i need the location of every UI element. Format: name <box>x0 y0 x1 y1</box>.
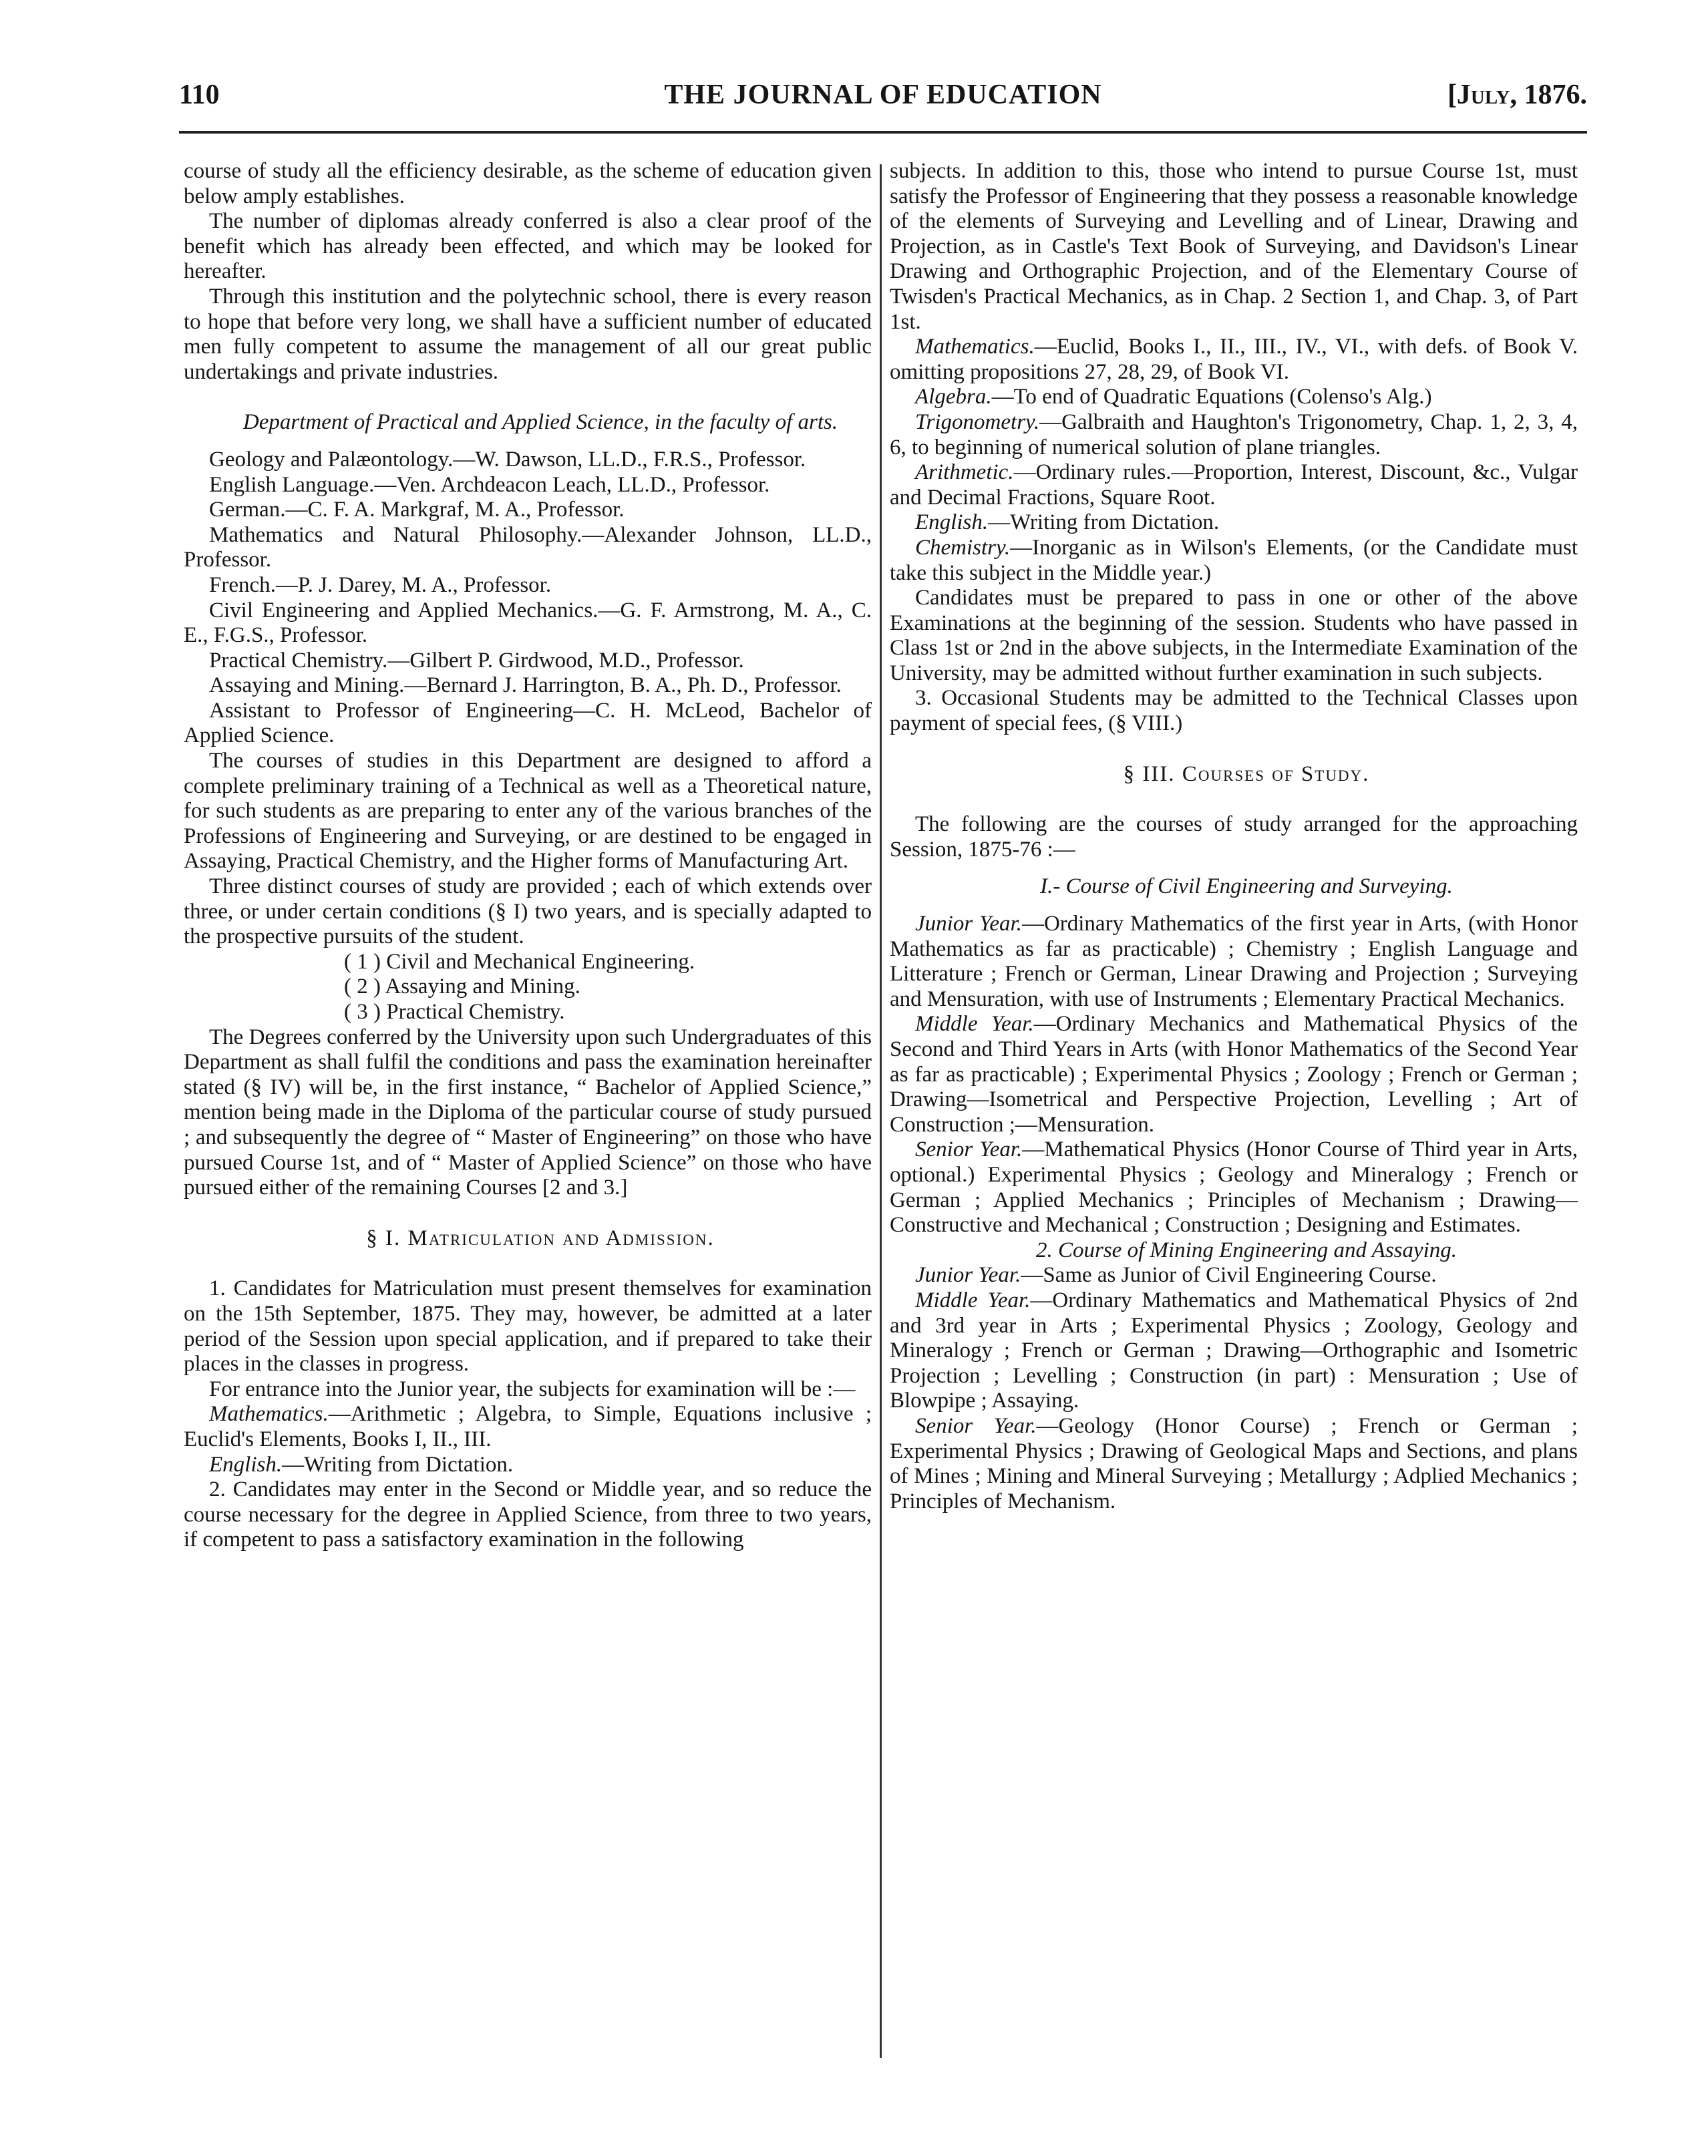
year-entry <box>890 912 1578 1012</box>
subject-label: Chemistry. <box>915 535 1011 560</box>
paragraph: The following are the courses of study arranged for the approaching Session, 1875-76 :— <box>890 812 1578 862</box>
paragraph: 1. Candidates for Matriculation must present themselves for examination on the 15th September, 1875. They may, however, be admitted at a later period of the Session upon special application, and if prepared to take their places in the classes in progress. <box>184 1276 872 1377</box>
page-number: 110 <box>179 79 220 110</box>
staff-entry: Mathematics and Natural Philosophy.—Alexander Johnson, LL.D., Professor. <box>184 522 872 572</box>
course-heading: 2. Course of Mining Engineering and Assaying. <box>1035 1238 1458 1262</box>
subject-text: —Ordinary rules.—Proportion, Interest, Discount, &c., Vulgar and Decimal Fractions, Square Root. <box>890 460 1578 510</box>
paragraph: The courses of studies in this Department are designed to afford a complete preliminary training of a Technical as well as a Theoretical nature, for such students as are preparing to enter any of the various branches of the Professions of Engineering and Surveying, or are destined to be engaged in Assaying, Practical Chemistry, and the Higher forms of Manufacturing Art. <box>184 749 872 874</box>
department-heading: Department of Practical and Applied Science, in the faculty of arts. <box>242 410 838 435</box>
year-label: Middle Year. <box>915 1288 1031 1312</box>
subject-entry <box>890 385 1578 410</box>
staff-entry: Assistant to Professor of Engineering—C. H. McLeod, Bachelor of Applied Science. <box>184 698 872 748</box>
subject-label: Mathematics. <box>915 335 1035 359</box>
subject-entry <box>184 1453 872 1478</box>
paragraph: The number of diplomas already conferred is also a clear proof of the benefit which has already been effected, and which may be looked for hereafter. <box>184 209 872 284</box>
subject-text: —Writing from Dictation. <box>282 1452 514 1477</box>
paragraph: subjects. In addition to this, those who intend to pursue Course 1st, must satisfy the Professor of Engineering that they possess a reasonable knowledge of the elements of Surveying and Levelling and of Linear, Drawing and Projection, as in Castle's Text Book of Surveying, and Davidson's Linear Drawing and Orthographic Projection, and of the Elementary Course of Twisden's Practical Mechanics, as in Chap. 2 Section 1, and Chap. 3, of Part 1st. <box>890 159 1578 334</box>
issue-date: [July, 1876. <box>1447 79 1587 110</box>
year-label: Middle Year. <box>915 1012 1034 1037</box>
subject-entry <box>890 410 1578 460</box>
year-entry <box>890 1288 1578 1414</box>
year-text: —Mathematical Physics (Honor Course of Third year in Arts, optional.) Experimental Physics ; Geology and Mineralogy ; French or German ; Applied Mechanics ; Principles of Mechanism ; Drawing—Constructive and Mechanical ; Construction ; Designing and Estimates. <box>890 1137 1578 1238</box>
paragraph: For entrance into the Junior year, the subjects for examination will be :— <box>209 1377 856 1401</box>
course-list-item: ( 2 ) Assaying and Mining. <box>344 974 580 999</box>
paragraph: Three distinct courses of study are provided ; each of which extends over three, or under certain conditions (§ I) two years, and is specially adapted to the prospective pursuits of the student. <box>184 874 872 949</box>
year-entry <box>890 1137 1578 1238</box>
left-column <box>184 159 872 1553</box>
section-heading: § III. Courses of Study. <box>1123 761 1370 786</box>
subject-label: English. <box>915 510 989 535</box>
subject-entry <box>890 510 1578 536</box>
subject-text: —Galbraith and Haughton's Trigonometry, Chap. 1, 2, 3, 4, 6, to beginning of numerical solution of plane triangles. <box>890 409 1578 460</box>
staff-entry: Assaying and Mining.—Bernard J. Harrington, B. A., Ph. D., Professor. <box>209 673 842 698</box>
subject-text: —Euclid, Books I., II., III., IV., VI., with defs. of Book V. omitting propositions 27, 28, 29, of Book VI. <box>890 335 1578 384</box>
year-text: —Ordinary Mechanics and Mathematical Physics of the Second and Third Years in Arts (with Honor Mathematics of the Second Year as far as practicable) ; Experimental Physics ; Zoology ; French or German ; Drawing—Isometrical and Perspective Projection, Levelling ; Art of Construction ;—Mensuration. <box>890 1012 1578 1137</box>
year-label: Junior Year. <box>915 1263 1021 1288</box>
column-divider <box>880 164 882 2058</box>
year-text: —Same as Junior of Civil Engineering Course. <box>1021 1263 1437 1288</box>
paragraph: 3. Occasional Students may be admitted to the Technical Classes upon payment of special fees, (§ VIII.) <box>890 686 1578 736</box>
year-text: —Geology (Honor Course) ; French or German ; Experimental Physics ; Drawing of Geological Maps and Sections, and plans of Mines ; Mining and Mineral Surveying ; Metallurgy ; Adplied Mechanics ; Principles of Mechanism. <box>890 1413 1578 1513</box>
year-entry <box>890 1414 1578 1514</box>
subject-text: —Arithmetic ; Algebra, to Simple, Equations inclusive ; Euclid's Elements, Books I, II., III. <box>184 1402 872 1451</box>
year-text: —Ordinary Mathematics of the first year in Arts, (with Honor Mathematics as far as practicable) ; Chemistry ; English Language and Litterature ; French or German, Linear Drawing and Projection ; Surveying and Mensuration, with use of Instruments ; Elementary Practical Mechanics. <box>890 912 1578 1011</box>
year-text: —Ordinary Mathematics and Mathematical Physics of 2nd and 3rd year in Arts ; Experimental Physics ; Zoology, Geology and Mineralogy ; French or German ; Drawing—Orthographic and Isometric Projection ; Levelling ; Construction (in part) : Mensuration ; Use of Blowpipe ; Assaying. <box>890 1288 1578 1413</box>
subject-entry <box>184 1402 872 1452</box>
staff-entry: Practical Chemistry.—Gilbert P. Girdwood, M.D., Professor. <box>209 648 744 673</box>
subject-label: Trigonometry. <box>915 409 1040 434</box>
journal-title: THE JOURNAL OF EDUCATION <box>664 79 1102 110</box>
staff-entry: Geology and Palæontology.—W. Dawson, LL.D., F.R.S., Professor. <box>209 447 806 472</box>
subject-label: Arithmetic. <box>915 460 1014 485</box>
right-column <box>890 159 1578 1514</box>
paragraph: Candidates must be prepared to pass in one or other of the above Examinations at the beginning of the session. Students who have passed in Class 1st or 2nd in the above subjects, in the Intermediate Examination of the University, may be admitted without further examination in such subjects. <box>890 586 1578 685</box>
year-label: Senior Year. <box>915 1413 1037 1438</box>
paragraph: The Degrees conferred by the University upon such Undergraduates of this Department as shall fulfil the conditions and pass the examination hereinafter stated (§ IV) will be, in the first instance, “ Bachelor of Applied Science,” mention being made in the Diploma of the particular course of study pursued ; and subsequently the degree of “ Master of Engineering” on those who have pursued Course 1st, and of “ Master of Applied Science” on those who have pursued either of the remaining Courses [2 and 3.] <box>184 1025 872 1200</box>
staff-entry: German.—C. F. A. Markgraf, M. A., Professor. <box>209 498 625 522</box>
course-list-item: ( 1 ) Civil and Mechanical Engineering. <box>344 949 695 974</box>
subject-label: Mathematics. <box>209 1402 329 1427</box>
subject-text: —Inorganic as in Wilson's Elements, (or the Candidate must take this subject in the Middle year.) <box>890 535 1578 585</box>
year-entry <box>890 1012 1578 1137</box>
year-label: Junior Year. <box>915 912 1022 936</box>
course-heading: I.- Course of Civil Engineering and Surveying. <box>1040 874 1453 899</box>
year-entry <box>890 1263 1578 1288</box>
subject-text: —To end of Quadratic Equations (Colenso's Alg.) <box>991 385 1432 409</box>
paragraph: 2. Candidates may enter in the Second or Middle year, and so reduce the course necessary for the degree in Applied Science, from three to two years, if competent to pass a satisfactory examination in the following <box>184 1477 872 1552</box>
subject-label: English. <box>209 1452 283 1477</box>
running-head <box>179 79 1587 119</box>
paragraph: course of study all the efficiency desirable, as the scheme of education given below amply establishes. <box>184 159 872 208</box>
section-heading: § I. Matriculation and Admission. <box>366 1226 715 1250</box>
course-list-item: ( 3 ) Practical Chemistry. <box>344 1000 565 1024</box>
header-rule <box>179 131 1587 134</box>
year-label: Senior Year. <box>915 1137 1023 1162</box>
subject-entry <box>890 335 1578 385</box>
paragraph: Through this institution and the polytechnic school, there is every reason to hope that before very long, we shall have a sufficient number of educated men fully competent to assume the management of all our great public undertakings and private industries. <box>184 284 872 384</box>
staff-entry: English Language.—Ven. Archdeacon Leach, LL.D., Professor. <box>209 472 770 497</box>
staff-entry: French.—P. J. Darey, M. A., Professor. <box>209 572 552 597</box>
subject-entry <box>890 460 1578 510</box>
subject-text: —Writing from Dictation. <box>988 510 1220 535</box>
staff-entry: Civil Engineering and Applied Mechanics.—G. F. Armstrong, M. A., C. E., F.G.S., Professor. <box>184 598 872 648</box>
subject-entry <box>890 536 1578 586</box>
subject-label: Algebra. <box>915 385 992 409</box>
